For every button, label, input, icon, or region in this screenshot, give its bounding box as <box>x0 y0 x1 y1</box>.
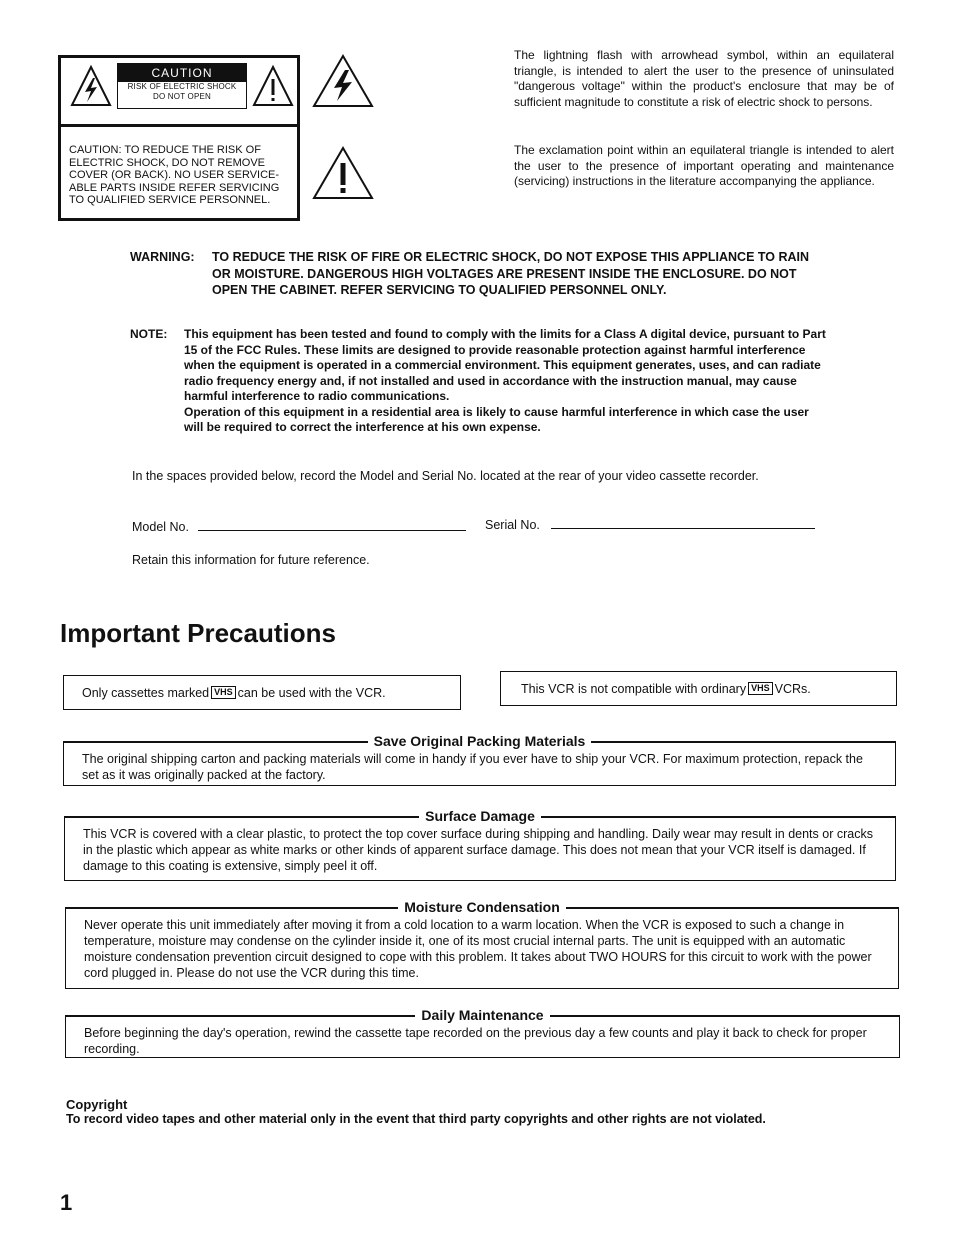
note-label: NOTE: <box>130 327 168 341</box>
note-text-fcc: This equipment has been tested and found to comply with the limits for a Class A digital device, pursuant to Part 15 of the FCC Rules. These limits are designed to provide reasonable protection against harmful interference when the equipment is operated in a commercial environment. This equipment generates, uses, and can radiate radio frequency energy and, if not installed and used in accordance with the instruction manual, may cause harmful interference to radio communications. <box>184 327 826 403</box>
note-block <box>130 327 830 436</box>
section-daily-maintenance <box>65 1007 900 1058</box>
retain-text: Retain this information for future reference. <box>132 553 370 567</box>
caution-label-top <box>61 58 297 127</box>
cassette-compat-before: Only cassettes marked <box>82 685 210 700</box>
section-body: This VCR is covered with a clear plastic, to protect the top cover surface during shipping and handling. Daily wear may result in dents or cracks in the plastic which appear as white marks or other kinds of apparent surface damage. This does not mean that your VCR itself is damaged. If damage to this coating is extensive, simply peel it off. <box>83 827 873 873</box>
caution-do-not-open-line: DO NOT OPEN <box>152 92 212 101</box>
exclamation-explanation: The exclamation point within an equilateral triangle is intended to alert the user to the presence of important operating and maintenance (servicing) instructions in the literature accompanying the appliance. <box>514 143 894 188</box>
section-heading: Daily Maintenance <box>415 1007 549 1023</box>
vcr-compat-box <box>500 671 897 706</box>
copyright-heading: Copyright <box>66 1097 128 1112</box>
page-number: 1 <box>60 1190 73 1215</box>
section-heading: Surface Damage <box>419 808 541 824</box>
exclamation-symbol-icon <box>312 146 374 200</box>
section-surface-damage <box>64 808 896 881</box>
exclamation-warning-icon <box>251 64 295 108</box>
model-label: Model No. <box>132 520 189 534</box>
serial-row <box>485 516 815 534</box>
cassette-compat-box <box>63 675 461 710</box>
lightning-explanation: The lightning flash with arrowhead symbol, within an equilateral triangle, is intended to alert the user to the presence of uninsulated "dangerous voltage" within the product's enclosure that may be of sufficient magnitude to constitute a risk of electric shock to persons. <box>514 48 894 109</box>
caution-risk-line: RISK OF ELECTRIC SHOCK <box>127 82 237 91</box>
record-intro: In the spaces provided below, record the Model and Serial No. located at the rear of your video cassette recorder. <box>132 469 759 483</box>
page-title: Important Precautions <box>60 618 336 648</box>
vhs-logo-icon: VHS <box>748 682 773 695</box>
note-text-residential: Operation of this equipment in a residential area is likely to cause harmful interference in which case the user will be required to correct the interference at his own expense. <box>184 404 809 434</box>
section-packing <box>63 733 896 786</box>
caution-text: CAUTION: TO REDUCE THE RISK OF ELECTRIC SHOCK, DO NOT REMOVE COVER (OR BACK). NO USER SERVICE-ABLE PARTS INSIDE REFER SERVICING TO QUALIFIED SERVICE PERSONNEL. <box>69 144 280 206</box>
serial-label: Serial No. <box>485 518 540 532</box>
section-body: Before beginning the day's operation, rewind the cassette tape recorded on the previous day a few counts and play it back to check for proper recording. <box>84 1026 867 1056</box>
section-heading: Save Original Packing Materials <box>368 733 592 749</box>
section-body: The original shipping carton and packing materials will come in handy if you ever have to ship your VCR. For maximum protection, repack the set as it was originally packed at the factory. <box>82 752 863 782</box>
vcr-compat-before: This VCR is not compatible with ordinary <box>521 681 747 696</box>
cassette-compat-after: can be used with the VCR. <box>237 685 386 700</box>
vhs-logo-icon: VHS <box>211 686 236 699</box>
serial-field[interactable] <box>551 516 815 529</box>
lightning-warning-icon <box>69 64 113 108</box>
caution-header: CAUTION <box>118 64 246 82</box>
caution-label-plate <box>117 63 247 109</box>
section-body: Never operate this unit immediately after moving it from a cold location to a warm location. When the VCR is exposed to such a change in temperature, moisture may condense on the cylinder inside it, one of its most crucial internal parts. The unit is equipped with an automatic moisture condensation prevention circuit designed to cope with this problem. It takes about TWO HOURS for this circuit to work with the power cord plugged in. Please do not use the VCR during this time. <box>84 918 872 980</box>
vcr-compat-after: VCRs. <box>774 681 811 696</box>
section-heading: Moisture Condensation <box>398 899 566 915</box>
warning-text: TO REDUCE THE RISK OF FIRE OR ELECTRIC SHOCK, DO NOT EXPOSE THIS APPLIANCE TO RAIN OR MOISTURE. DANGEROUS HIGH VOLTAGES ARE PRESENT INSIDE THE ENCLOSURE. DO NOT OPEN THE CABINET. REFER SERVICING TO QUALIFIED PERSONNEL ONLY. <box>212 250 810 297</box>
copyright-text: To record video tapes and other material only in the event that third party copyrights and other rights are not violated. <box>66 1112 766 1126</box>
lightning-symbol-icon <box>312 54 374 108</box>
section-moisture <box>65 899 899 989</box>
model-row <box>132 518 466 536</box>
warning-label: WARNING: <box>130 250 195 264</box>
model-field[interactable] <box>198 518 466 531</box>
warning-block <box>130 249 830 299</box>
caution-label-box <box>58 55 300 221</box>
